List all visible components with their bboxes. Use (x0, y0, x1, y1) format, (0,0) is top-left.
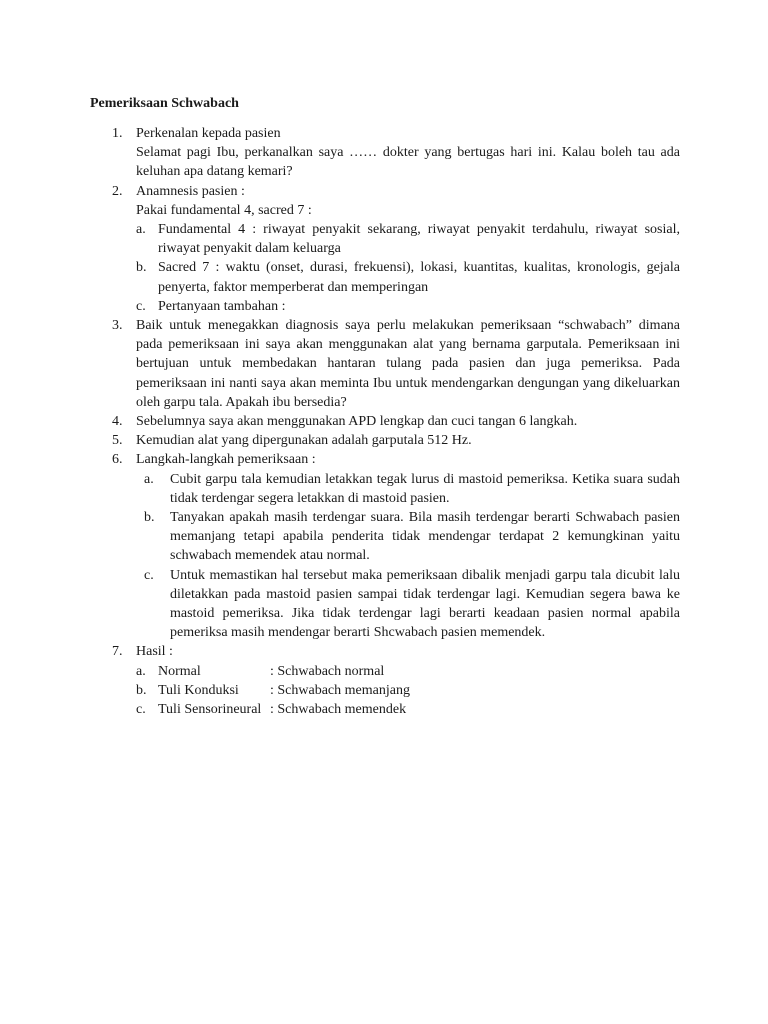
result-label: Normal (158, 663, 201, 679)
result-value: : Schwabach memendek (270, 702, 407, 718)
item-heading: Langkah-langkah pemeriksaan : (136, 452, 316, 468)
list-item (90, 431, 680, 450)
item-heading: Hasil : (136, 644, 173, 660)
sub-item-letter: b. (136, 260, 147, 276)
sub-item (136, 220, 680, 258)
result-row (136, 681, 680, 700)
step-item (136, 470, 680, 508)
item-number: 1. (112, 126, 123, 141)
sub-item-text: Fundamental 4 : riwayat penyakit sekarang, riwayat penyakit terdahulu, riwayat sosial, riwayat penyakit dalam keluarga (158, 222, 680, 257)
sub-item-text: Pertanyaan tambahan : (158, 298, 286, 314)
result-letter: a. (136, 663, 146, 679)
step-text: Tanyakan apakah masih terdengar suara. Bila masih terdengar berarti Schwabach pasien memanjang tetapi apabila penderita tidak mendengar terdapat 2 kemungkinan yaitu schwabach memendek atau normal. (170, 510, 680, 564)
item-number: 3. (112, 318, 123, 334)
item-heading: Anamnesis pasien : (136, 183, 245, 199)
item-body: Baik untuk menegakkan diagnosis saya perlu melakukan pemeriksaan “schwabach” dimana pada pemeriksaan ini saya akan menggunakan alat yang bernama garputala. Pemeriksaan ini bertujuan untuk membedakan hantaran tulang pada pasien dan juga pemeriksa. Pada pemeriksaan ini nanti saya akan meminta Ibu untuk mendengarkan dengungan yang dikeluarkan oleh garpu tala. Apakah ibu bersedia? (136, 318, 680, 410)
result-label: Tuli Sensorineural (158, 702, 262, 718)
sub-item-letter: a. (136, 222, 146, 238)
item-number: 7. (112, 644, 123, 660)
result-row (136, 662, 680, 681)
list-item (90, 450, 680, 642)
sub-item (136, 297, 680, 316)
list-item (90, 642, 680, 719)
result-letter: c. (136, 702, 146, 718)
item-number: 5. (112, 433, 123, 449)
list-item (90, 412, 680, 431)
result-value: : Schwabach normal (270, 663, 385, 679)
item-body: Selamat pagi Ibu, perkanalkan saya …… dokter yang bertugas hari ini. Kalau boleh tau ada keluhan apa datang kemari? (136, 145, 680, 180)
procedure-list (90, 124, 680, 719)
step-letter: c. (144, 567, 154, 583)
step-text: Cubit garpu tala kemudian letakkan tegak lurus di mastoid pemeriksa. Ketika suara sudah tidak terdengar segera letakkan di mastoid pasien. (170, 471, 680, 506)
step-letter: b. (144, 510, 155, 526)
step-text: Untuk memastikan hal tersebut maka pemeriksaan dibalik menjadi garpu tala dicubit lalu diletakkan pada mastoid pasien sampai tidak terdengar lagi. Kemudian segera bawa ke mastoid pemeriksa. Jika tidak terdengar lagi berarti keadaan pasien normal apabila pemeriksa masih mendengar berarti Shcwabach pasien memendek. (170, 567, 680, 641)
item-number: 6. (112, 452, 123, 468)
list-item (90, 316, 680, 412)
item-heading: Perkenalan kepada pasien (136, 126, 281, 141)
item-body: Kemudian alat yang dipergunakan adalah garputala 512 Hz. (136, 433, 472, 449)
sub-item-text: Sacred 7 : waktu (onset, durasi, frekuensi), lokasi, kuantitas, kualitas, kronologis, gejala penyerta, faktor memperberat dan memperingan (158, 260, 680, 295)
step-item (136, 566, 680, 643)
document-title: Pemeriksaan Schwabach (90, 96, 239, 111)
result-value: : Schwabach memanjang (270, 682, 410, 698)
result-letter: b. (136, 682, 147, 698)
step-item (136, 508, 680, 566)
list-item (90, 182, 680, 316)
item-body: Pakai fundamental 4, sacred 7 : (136, 202, 312, 218)
sub-item-letter: c. (136, 298, 146, 314)
step-letter: a. (144, 471, 154, 487)
result-row (136, 700, 680, 719)
item-number: 2. (112, 183, 123, 199)
sub-item (136, 258, 680, 296)
item-number: 4. (112, 414, 123, 430)
result-label: Tuli Konduksi (158, 682, 239, 698)
list-item (90, 124, 680, 182)
item-body: Sebelumnya saya akan menggunakan APD lengkap dan cuci tangan 6 langkah. (136, 414, 578, 430)
